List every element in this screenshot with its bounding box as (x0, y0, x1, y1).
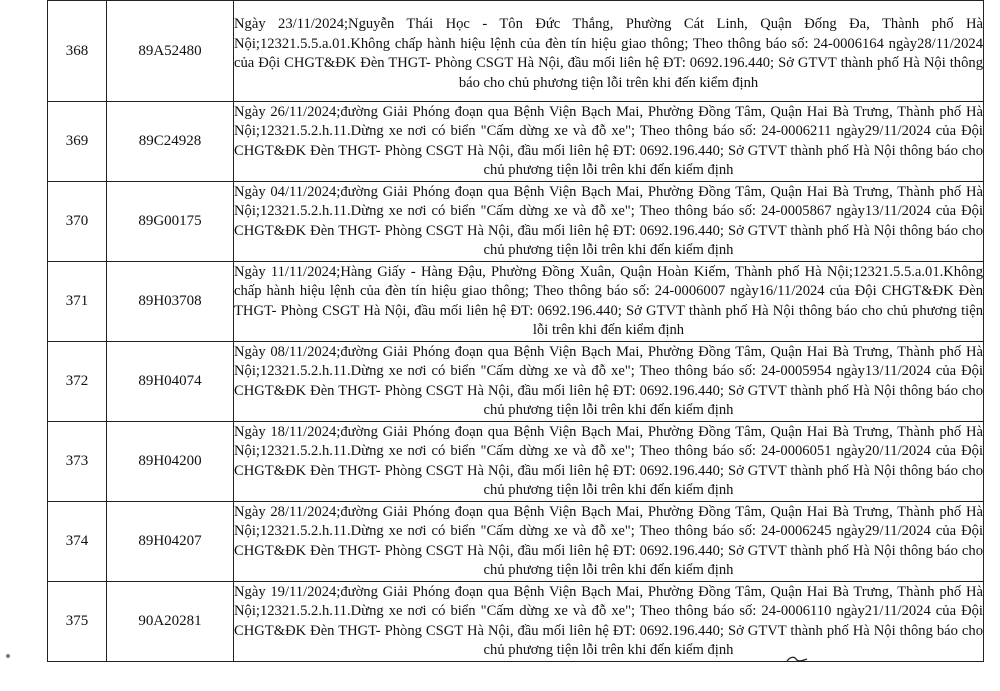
violations-table (47, 0, 984, 662)
license-plate: 89H03708 (107, 262, 234, 342)
violation-details: Ngày 11/11/2024;Hàng Giấy - Hàng Đậu, Phường Đồng Xuân, Quận Hoàn Kiếm, Thành phố Hà Nội;12321.5.5.a.01.Không chấp hành hiệu lệnh của đèn tín hiệu giao thông; Theo thông báo số: 24-0006007 ngày16/11/2024 của Đội CHGT&ĐK Đèn THGT- Phòng CSGT Hà Nội, đầu mối liên hệ ĐT: 0692.196.440; Sở GTVT thành phố Hà Nội thông báo cho chủ phương tiện lỗi trên khi đến kiểm định (234, 262, 984, 342)
table-row (48, 422, 984, 502)
violation-details: Ngày 18/11/2024;đường Giải Phóng đoạn qua Bệnh Viện Bạch Mai, Phường Đồng Tâm, Quận Hai Bà Trưng, Thành phố Hà Nội;12321.5.2.h.11.Dừng xe nơi có biển "Cấm dừng xe và đỗ xe"; Theo thông báo số: 24-0006051 ngày20/11/2024 của Đội CHGT&ĐK Đèn THGT- Phòng CSGT Hà Nội, đầu mối liên hệ ĐT: 0692.196.440; Sở GTVT thành phố Hà Nội thông báo cho chủ phương tiện lỗi trên khi đến kiểm định (234, 422, 984, 502)
license-plate: 90A20281 (107, 582, 234, 662)
table-row (48, 342, 984, 422)
violation-details: Ngày 26/11/2024;đường Giải Phóng đoạn qua Bệnh Viện Bạch Mai, Phường Đồng Tâm, Quận Hai Bà Trưng, Thành phố Hà Nội;12321.5.2.h.11.Dừng xe nơi có biển "Cấm dừng xe và đỗ xe"; Theo thông báo số: 24-0006211 ngày29/11/2024 của Đội CHGT&ĐK Đèn THGT- Phòng CSGT Hà Nội, đầu mối liên hệ ĐT: 0692.196.440; Sở GTVT thành phố Hà Nội thông báo cho chủ phương tiện lỗi trên khi đến kiểm định (234, 102, 984, 182)
license-plate: 89H04200 (107, 422, 234, 502)
document-sheet (47, 0, 984, 662)
table-row (48, 102, 984, 182)
violation-details: Ngày 28/11/2024;đường Giải Phóng đoạn qua Bệnh Viện Bạch Mai, Phường Đồng Tâm, Quận Hai Bà Trưng, Thành phố Hà Nội;12321.5.2.h.11.Dừng xe nơi có biển "Cấm dừng xe và đỗ xe"; Theo thông báo số: 24-0006245 ngày29/11/2024 của Đội CHGT&ĐK Đèn THGT- Phòng CSGT Hà Nội, đầu mối liên hệ ĐT: 0692.196.440; Sở GTVT thành phố Hà Nội thông báo cho chủ phương tiện lỗi trên khi đến kiểm định (234, 502, 984, 582)
row-number: 369 (48, 102, 107, 182)
table-row (48, 582, 984, 662)
row-number: 370 (48, 182, 107, 262)
scan-dot (6, 654, 10, 658)
violation-details: Ngày 04/11/2024;đường Giải Phóng đoạn qua Bệnh Viện Bạch Mai, Phường Đồng Tâm, Quận Hai Bà Trưng, Thành phố Hà Nội;12321.5.2.h.11.Dừng xe nơi có biển "Cấm dừng xe và đỗ xe"; Theo thông báo số: 24-0005867 ngày13/11/2024 của Đội CHGT&ĐK Đèn THGT- Phòng CSGT Hà Nội, đầu mối liên hệ ĐT: 0692.196.440; Sở GTVT thành phố Hà Nội thông báo cho chủ phương tiện lỗi trên khi đến kiểm định (234, 182, 984, 262)
table-row (48, 502, 984, 582)
violation-details: Ngày 19/11/2024;đường Giải Phóng đoạn qua Bệnh Viện Bạch Mai, Phường Đồng Tâm, Quận Hai Bà Trưng, Thành phố Hà Nội;12321.5.2.h.11.Dừng xe nơi có biển "Cấm dừng xe và đỗ xe"; Theo thông báo số: 24-0006110 ngày21/11/2024 của Đội CHGT&ĐK Đèn THGT- Phòng CSGT Hà Nội, đầu mối liên hệ ĐT: 0692.196.440; Sở GTVT thành phố Hà Nội thông báo cho chủ phương tiện lỗi trên khi đến kiểm định (234, 582, 984, 662)
table-row (48, 182, 984, 262)
row-number: 374 (48, 502, 107, 582)
pen-stroke (785, 652, 811, 666)
table-row (48, 1, 984, 102)
violation-details: Ngày 23/11/2024;Nguyễn Thái Học - Tôn Đức Thắng, Phường Cát Linh, Quận Đống Đa, Thành phố Hà Nội;12321.5.5.a.01.Không chấp hành hiệu lệnh của đèn tín hiệu giao thông; Theo thông báo số: 24-0006164 ngày28/11/2024 của Đội CHGT&ĐK Đèn THGT- Phòng CSGT Hà Nội, đầu mối liên hệ ĐT: 0692.196.440; Sở GTVT thành phố Hà Nội thông báo cho chủ phương tiện lỗi trên khi đến kiểm định (234, 1, 984, 102)
license-plate: 89C24928 (107, 102, 234, 182)
row-number: 368 (48, 1, 107, 102)
row-number: 375 (48, 582, 107, 662)
license-plate: 89A52480 (107, 1, 234, 102)
violation-details: Ngày 08/11/2024;đường Giải Phóng đoạn qua Bệnh Viện Bạch Mai, Phường Đồng Tâm, Quận Hai Bà Trưng, Thành phố Hà Nội;12321.5.2.h.11.Dừng xe nơi có biển "Cấm dừng xe và đỗ xe"; Theo thông báo số: 24-0005954 ngày13/11/2024 của Đội CHGT&ĐK Đèn THGT- Phòng CSGT Hà Nội, đầu mối liên hệ ĐT: 0692.196.440; Sở GTVT thành phố Hà Nội thông báo cho chủ phương tiện lỗi trên khi đến kiểm định (234, 342, 984, 422)
row-number: 372 (48, 342, 107, 422)
license-plate: 89H04207 (107, 502, 234, 582)
license-plate: 89H04074 (107, 342, 234, 422)
row-number: 373 (48, 422, 107, 502)
table-row (48, 262, 984, 342)
license-plate: 89G00175 (107, 182, 234, 262)
row-number: 371 (48, 262, 107, 342)
